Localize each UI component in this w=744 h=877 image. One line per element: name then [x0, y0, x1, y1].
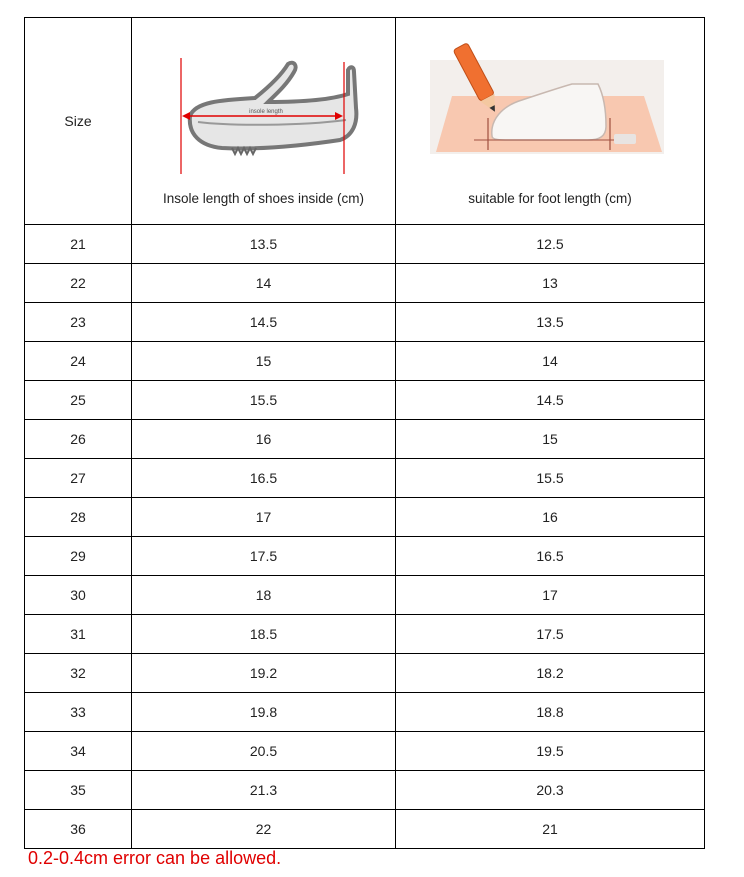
cell-insole: 14	[132, 264, 396, 303]
cell-foot: 16	[396, 498, 705, 537]
cell-foot: 16.5	[396, 537, 705, 576]
header-insole-cell	[132, 18, 396, 225]
header-foot-cell	[396, 18, 705, 225]
table-row	[25, 615, 705, 654]
cell-foot: 18.2	[396, 654, 705, 693]
cell-size: 36	[25, 810, 132, 849]
cell-insole: 14.5	[132, 303, 396, 342]
table-row	[25, 576, 705, 615]
cell-insole: 17.5	[132, 537, 396, 576]
cell-foot: 20.3	[396, 771, 705, 810]
cell-size: 29	[25, 537, 132, 576]
cell-foot: 21	[396, 810, 705, 849]
cell-insole: 19.8	[132, 693, 396, 732]
cell-insole: 15	[132, 342, 396, 381]
cell-foot: 14	[396, 342, 705, 381]
cell-size: 21	[25, 225, 132, 264]
cell-insole: 16.5	[132, 459, 396, 498]
cell-size: 22	[25, 264, 132, 303]
table-row	[25, 459, 705, 498]
cell-size: 28	[25, 498, 132, 537]
cell-size: 24	[25, 342, 132, 381]
insole-length-label: insole length	[249, 109, 283, 115]
cell-insole: 19.2	[132, 654, 396, 693]
table-row	[25, 654, 705, 693]
cell-size: 23	[25, 303, 132, 342]
cell-foot: 17	[396, 576, 705, 615]
cell-size: 27	[25, 459, 132, 498]
error-footnote: 0.2-0.4cm error can be allowed.	[28, 848, 282, 868]
cell-insole: 18	[132, 576, 396, 615]
size-chart-table	[24, 17, 705, 849]
foot-measuring-icon	[430, 40, 666, 160]
table-row	[25, 225, 705, 264]
table-row	[25, 420, 705, 459]
cell-insole: 13.5	[132, 225, 396, 264]
cell-insole: 21.3	[132, 771, 396, 810]
cell-foot: 12.5	[396, 225, 705, 264]
cell-size: 35	[25, 771, 132, 810]
table-row	[25, 264, 705, 303]
cell-insole: 17	[132, 498, 396, 537]
cell-foot: 17.5	[396, 615, 705, 654]
cell-foot: 13.5	[396, 303, 705, 342]
cell-insole: 22	[132, 810, 396, 849]
cell-foot: 19.5	[396, 732, 705, 771]
header-insole: Insole length of shoes inside (cm)	[162, 191, 365, 206]
table-row	[25, 810, 705, 849]
cell-insole: 16	[132, 420, 396, 459]
header-foot: suitable for foot length (cm)	[468, 191, 632, 206]
table-row	[25, 381, 705, 420]
cell-insole: 18.5	[132, 615, 396, 654]
table-row	[25, 537, 705, 576]
cell-size: 30	[25, 576, 132, 615]
cell-foot: 14.5	[396, 381, 705, 420]
cell-foot: 15	[396, 420, 705, 459]
header-size: Size	[25, 18, 132, 225]
table-row	[25, 303, 705, 342]
table-row	[25, 693, 705, 732]
shoe-insole-diagram-icon	[170, 56, 370, 176]
cell-size: 34	[25, 732, 132, 771]
header-row	[25, 18, 705, 225]
cell-size: 25	[25, 381, 132, 420]
cell-insole: 20.5	[132, 732, 396, 771]
table-row	[25, 498, 705, 537]
table-row	[25, 732, 705, 771]
cell-foot: 15.5	[396, 459, 705, 498]
table-row	[25, 342, 705, 381]
cell-size: 26	[25, 420, 132, 459]
cell-foot: 18.8	[396, 693, 705, 732]
cell-foot: 13	[396, 264, 705, 303]
cell-size: 31	[25, 615, 132, 654]
cell-size: 33	[25, 693, 132, 732]
table-row	[25, 771, 705, 810]
cell-insole: 15.5	[132, 381, 396, 420]
cell-size: 32	[25, 654, 132, 693]
